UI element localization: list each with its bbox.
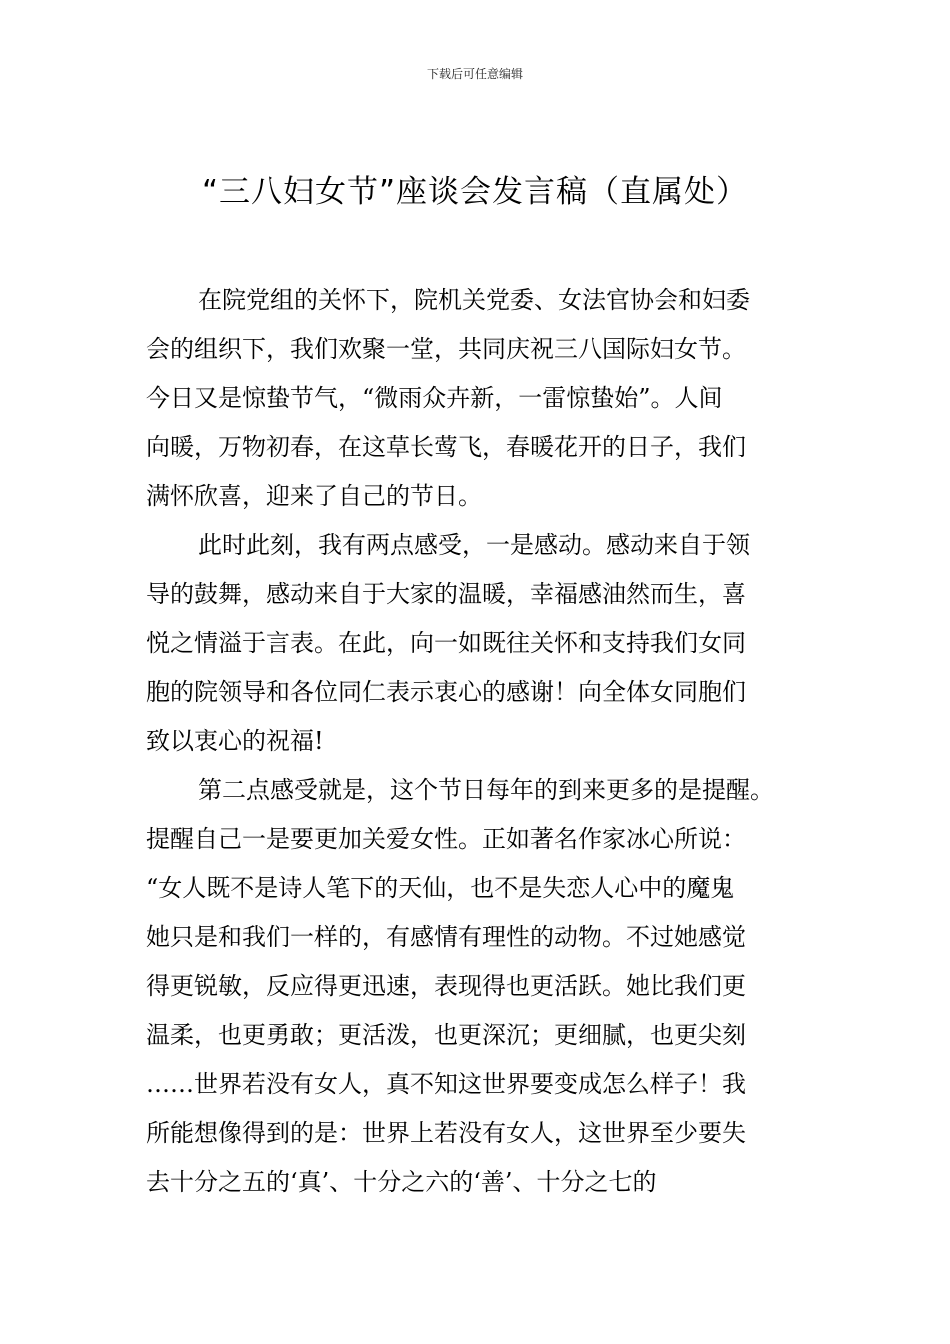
document-body [146,276,808,1207]
text-line: “女人既不是诗人笔下的天仙，也不是失恋人心中的魔鬼 [146,874,735,902]
text-line: 满怀欣喜，迎来了自己的节日。 [146,482,482,510]
document-title: “三八妇女节”座谈会发言稿（直属处） [201,174,749,210]
text-line: 悦之情溢于言表。在此，向一如既往关怀和支持我们女同 [146,629,746,657]
text-line: 向暖，万物初春，在这草长莺飞，春暖花开的日子，我们 [146,433,746,461]
text-line: 导的鼓舞，感动来自于大家的温暖，幸福感油然而生，喜 [146,580,746,608]
text-line: 第二点感受就是，这个节日每年的到来更多的是提醒。 [198,776,774,804]
text-line: 得更锐敏，反应得更迅速，表现得也更活跃。她比我们更 [146,972,746,1000]
text-line: ……世界若没有女人，真不知这世界要变成怎么样子！我 [146,1070,746,1098]
text-line: 去十分之五的‘真’、十分之六的‘善’、十分之七的 [146,1168,657,1196]
text-line: 今日又是惊蛰节气，“微雨众卉新，一雷惊蛰始”。人间 [146,384,723,412]
text-line: 所能想像得到的是：世界上若没有女人，这世界至少要失 [146,1119,746,1147]
text-line: 温柔，也更勇敢；更活泼，也更深沉；更细腻，也更尖刻 [146,1021,746,1049]
header-note: 下载后可任意编辑 [426,67,523,81]
text-line: 胞的院领导和各位同仁表示衷心的感谢！向全体女同胞们 [146,678,746,706]
text-line: 提醒自己一是要更加关爱女性。正如著名作家冰心所说： [146,825,746,853]
text-line: 此时此刻，我有两点感受，一是感动。感动来自于领 [198,531,750,559]
text-line: 致以衷心的祝福! [146,727,324,755]
text-line: 会的组织下，我们欢聚一堂，共同庆祝三八国际妇女节。 [146,335,746,363]
text-line: 她只是和我们一样的，有感情有理性的动物。不过她感觉 [146,923,746,951]
text-line: 在院党组的关怀下，院机关党委、女法官协会和妇委 [198,286,750,314]
